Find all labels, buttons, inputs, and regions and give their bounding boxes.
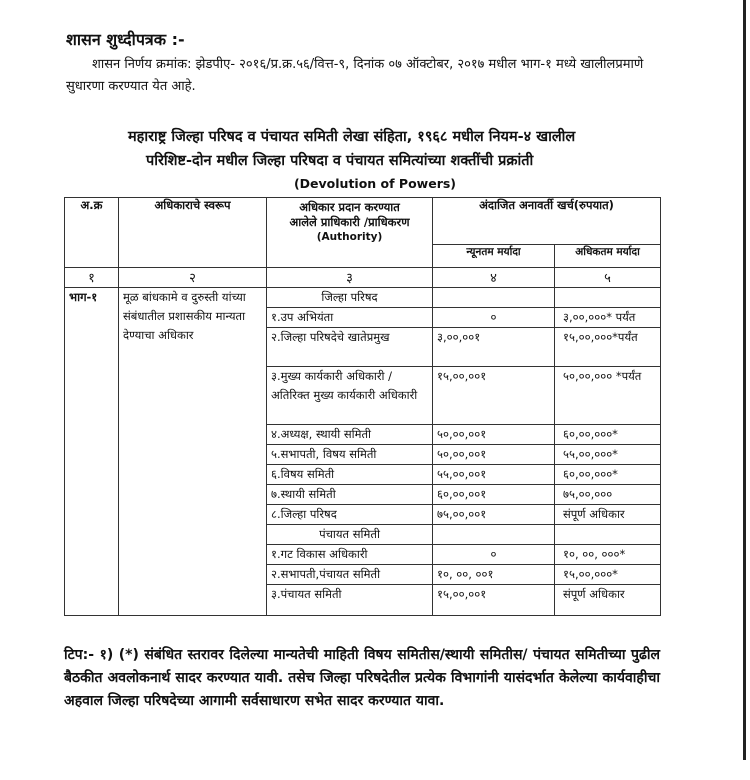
header-authority-line2: आलेले प्राधिकारी /प्राधिकरण	[289, 215, 410, 229]
number-row	[65, 268, 661, 288]
document-subtitle: (Devolution of Powers)	[293, 176, 457, 191]
header-authority-line1: अधिकार प्रदान करण्यात	[299, 200, 400, 214]
authority-cell: २.जिल्हा परिषदेचे खातेप्रमुख	[267, 328, 433, 367]
table-row	[65, 288, 661, 308]
max-cell: ६०,००,०००*	[555, 425, 661, 445]
min-cell: ६०,००,००१	[433, 485, 555, 505]
min-cell: १०, ००, ००१	[433, 565, 555, 585]
group-panchayat-samiti: पंचायत समिती	[267, 525, 433, 545]
max-cell: १५,००,०००*	[555, 565, 661, 585]
authority-cell: ७.स्थायी समिती	[267, 485, 433, 505]
max-cell: ५५,००,०००*	[555, 445, 661, 465]
col-number: ५	[555, 268, 661, 288]
header-max: अधिकतम मर्यादा	[555, 245, 661, 268]
col-number: १	[65, 268, 119, 288]
header-serial: अ.क्र	[65, 198, 119, 268]
min-cell: ५०,००,००१	[433, 425, 555, 445]
group-zilla-parishad: जिल्हा परिषद	[267, 288, 433, 308]
min-cell: ३,००,००१	[433, 328, 555, 367]
authority-cell: ५.सभापती, विषय समिती	[267, 445, 433, 465]
min-cell: ०	[433, 545, 555, 565]
col-number: ३	[267, 268, 433, 288]
authority-cell: ८.जिल्हा परिषद	[267, 505, 433, 525]
document-title-line2: परिशिष्ट-दोन मधील जिल्हा परिषदा व पंचायत समित्यांच्या शक्तींची प्रक्रांती	[146, 153, 534, 169]
authority-cell: ४.अध्यक्ष, स्थायी समिती	[267, 425, 433, 445]
max-cell: ५०,००,००० *पर्यंत	[555, 367, 661, 425]
nature-of-power: मूळ बांधकामे व दुरुस्ती यांच्या संबंधातील प्रशासकीय मान्यता देण्याचा अधिकार	[119, 288, 267, 616]
min-cell: ५०,००,००१	[433, 445, 555, 465]
max-cell: संपूर्ण अधिकार	[555, 585, 661, 616]
min-cell: ०	[433, 308, 555, 328]
max-cell: ३,००,०००* पर्यंत	[555, 308, 661, 328]
authority-cell: २.सभापती,पंचायत समिती	[267, 565, 433, 585]
footnote: टिप:- १) (*) संबंधित स्तरावर दिलेल्या मान्यतेची माहिती विषय समितीस/स्थायी समितीस/ पंचायत समितीच्या पुढील बैठकीत अवलोकनार्थ सादर करण्यात यावी. तसेच जिल्हा परिषदेतील प्रत्येक विभागांनी यासंदर्भात केलेल्या कार्यवाहीचा अहवाल जिल्हा परिषदेच्या आगामी सर्वसाधारण सभेत सादर करण्यात यावा.	[64, 647, 660, 709]
part-label: भाग-१	[65, 288, 119, 616]
devolution-table	[64, 197, 661, 616]
max-cell: ७५,००,०००	[555, 485, 661, 505]
page-edge-line	[743, 0, 746, 760]
min-cell: ५५,००,००१	[433, 465, 555, 485]
min-cell: ७५,००,००१	[433, 505, 555, 525]
header-authority-en: (Authority)	[316, 231, 383, 243]
header-min: न्यूनतम मर्यादा	[433, 245, 555, 268]
header-row	[65, 198, 661, 245]
header-nature: अधिकाराचे स्वरूप	[119, 198, 267, 268]
col-number: २	[119, 268, 267, 288]
min-cell: १५,००,००१	[433, 585, 555, 616]
header-expense: अंदाजित अनावर्ती खर्च(रुपयात)	[433, 198, 661, 245]
header-authority	[267, 198, 433, 268]
corrigendum-heading: शासन शुध्दीपत्रक :-	[66, 30, 185, 49]
authority-cell: ३.मुख्य कार्यकारी अधिकारी /अतिरिक्त मुख्य कार्यकारी अधिकारी	[267, 367, 433, 425]
authority-cell: ३.पंचायत समिती	[267, 585, 433, 616]
col-number: ४	[433, 268, 555, 288]
max-cell: १५,००,०००*पर्यंत	[555, 328, 661, 367]
max-cell: ६०,००,०००*	[555, 465, 661, 485]
intro-paragraph: शासन निर्णय क्रमांक: झेडपीए- २०१६/प्र.क्र.५६/वित्त-९, दिनांक ०७ ऑक्टोबर, २०१७ मधील भाग-१ मध्ये खालीलप्रमाणे सुधारणा करण्यात येत आहे.	[66, 57, 644, 94]
authority-cell: १.उप अभियंता	[267, 308, 433, 328]
min-cell: १५,००,००१	[433, 367, 555, 425]
authority-cell: १.गट विकास अधिकारी	[267, 545, 433, 565]
authority-cell: ६.विषय समिती	[267, 465, 433, 485]
document-title-line1: महाराष्ट्र जिल्हा परिषद व पंचायत समिती लेखा संहिता, १९६८ मधील नियम-४ खालील	[128, 129, 576, 145]
max-cell: १०, ००, ०००*	[555, 545, 661, 565]
max-cell: संपूर्ण अधिकार	[555, 505, 661, 525]
